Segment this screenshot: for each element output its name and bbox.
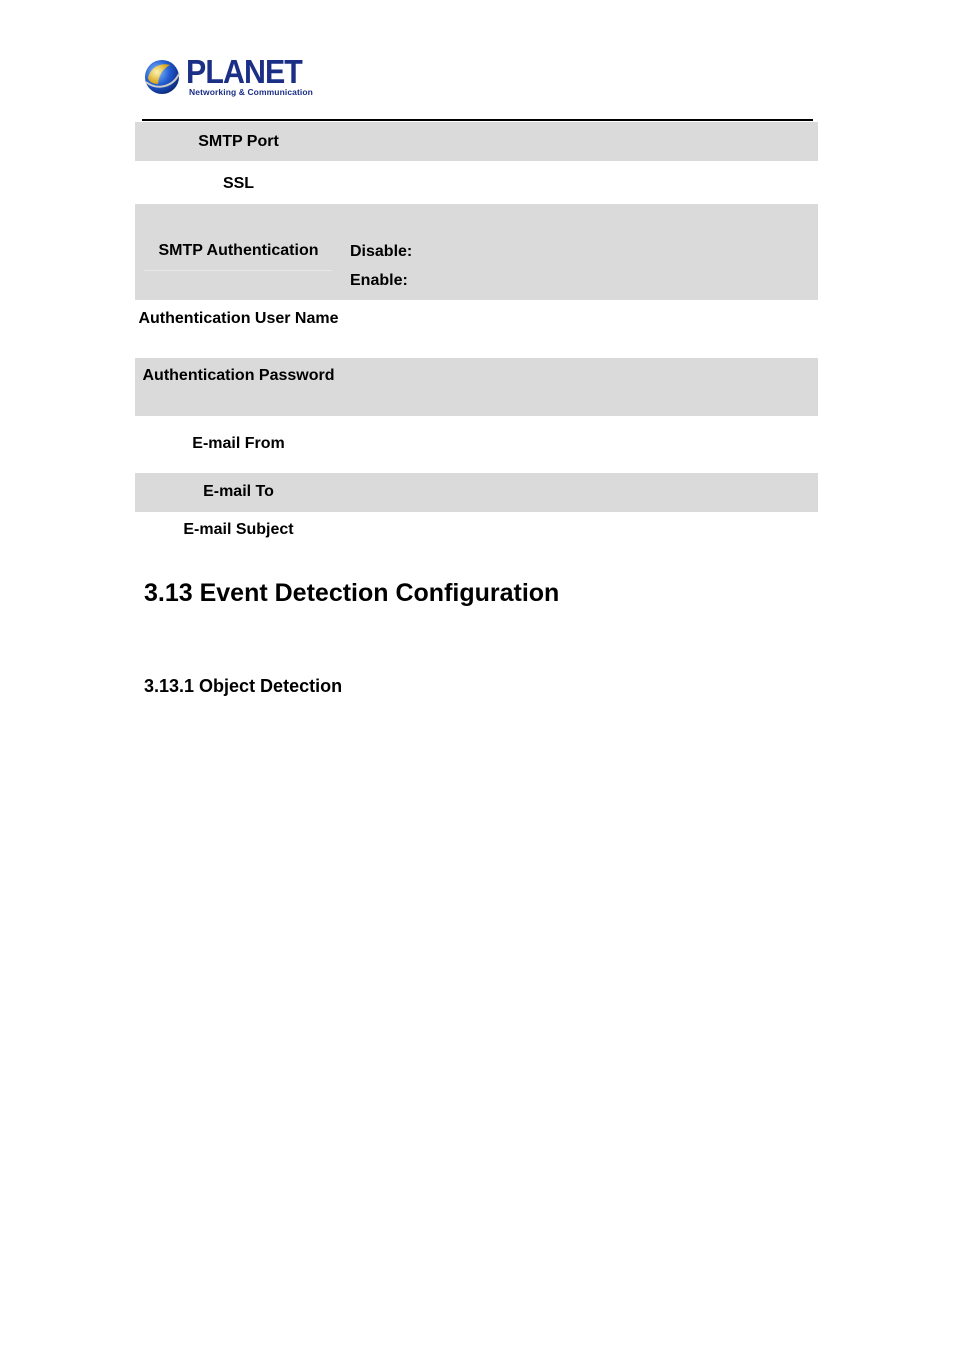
globe-icon [142,56,182,96]
table-row [135,122,818,161]
row-label-email-subject: E-mail Subject [183,521,294,538]
option-enable: Enable: [350,272,408,289]
planet-logo [142,53,313,100]
table-row [135,161,818,204]
table-row [135,512,818,548]
row-label-email-to: E-mail To [203,483,274,500]
brand-tagline: Networking & Communication [189,87,313,97]
row-label-smtp-port: SMTP Port [198,133,279,150]
cell-divider [144,270,332,271]
table-row [135,204,818,300]
row-label-ssl: SSL [222,175,255,192]
brand-name: PLANET [186,53,302,90]
table-row [135,300,818,358]
option-disable: Disable: [350,243,413,260]
table-row [135,358,818,416]
table-row [135,416,818,473]
row-label-email-from: E-mail From [192,435,285,452]
row-label-smtp-authentication: SMTP Authentication [158,242,319,259]
table-row [135,473,818,512]
section-heading: 3.13 Event Detection Configuration [144,579,560,607]
subsection-heading: 3.13.1 Object Detection [144,676,343,696]
row-label-auth-password: Authentication Password [142,367,335,384]
row-label-auth-user-name: Authentication User Name [138,310,339,327]
header-divider [142,119,813,121]
